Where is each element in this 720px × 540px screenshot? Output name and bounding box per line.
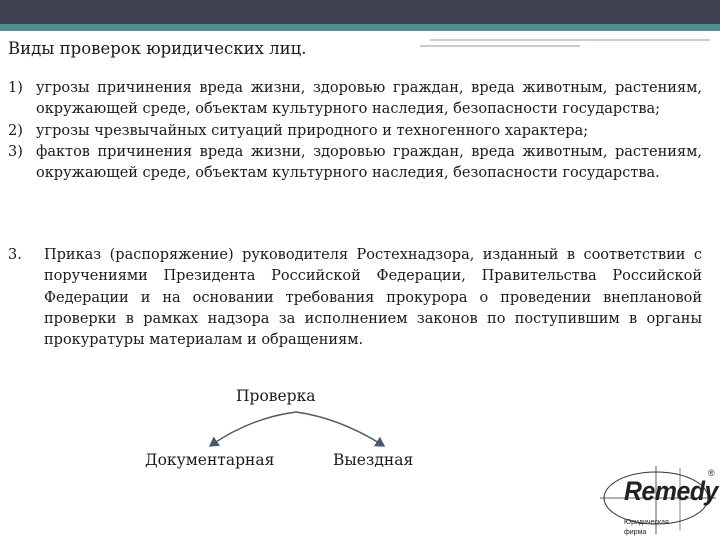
list-item-number: 3. [8, 247, 22, 263]
list-item-number: 3) [8, 143, 23, 160]
diagram-root-label: Проверка [236, 387, 316, 405]
diagram-onsite-label: Выездная [333, 451, 414, 469]
slide-title: Виды проверок юридических лиц. [8, 39, 307, 58]
logo-subtitle: Юридическая фирма [624, 519, 669, 536]
diagram-documentary-label: Документарная [145, 451, 275, 469]
registered-icon: ® [708, 468, 715, 478]
list-item-text: фактов причинения вреда жизни, здоровью граждан, вреда животным, растениям, окружающей среде, объектам культурного наследия, безопасности государства. [36, 143, 702, 182]
list-item-text: Приказ (распоряжение) руководителя Ростехнадзора, изданный в соответствии с поручениями Президента Российской Федерации, Правительства Российской Федерации и на основании требования прокурора о проведении внеплановой проверки в рамках надзора за исполнением законов по поступившим в органы прокуратуры материалам и обращениям. [44, 247, 702, 349]
list-item-number: 1) [8, 80, 23, 96]
remedy-logo [598, 462, 720, 540]
diagram-arrow-left [210, 412, 296, 446]
list-item-text: угрозы причинения вреда жизни, здоровью граждан, вреда животным, растениям, окружающей среде, объектам культурного наследия, безопасности государства; [36, 80, 702, 118]
diagram-arrow-right [296, 412, 384, 446]
list-item-text: угрозы чрезвычайных ситуаций природного и техногенного характера; [36, 122, 589, 139]
logo-wordmark: Remedy [624, 476, 718, 506]
list-item-number: 2) [8, 122, 23, 139]
